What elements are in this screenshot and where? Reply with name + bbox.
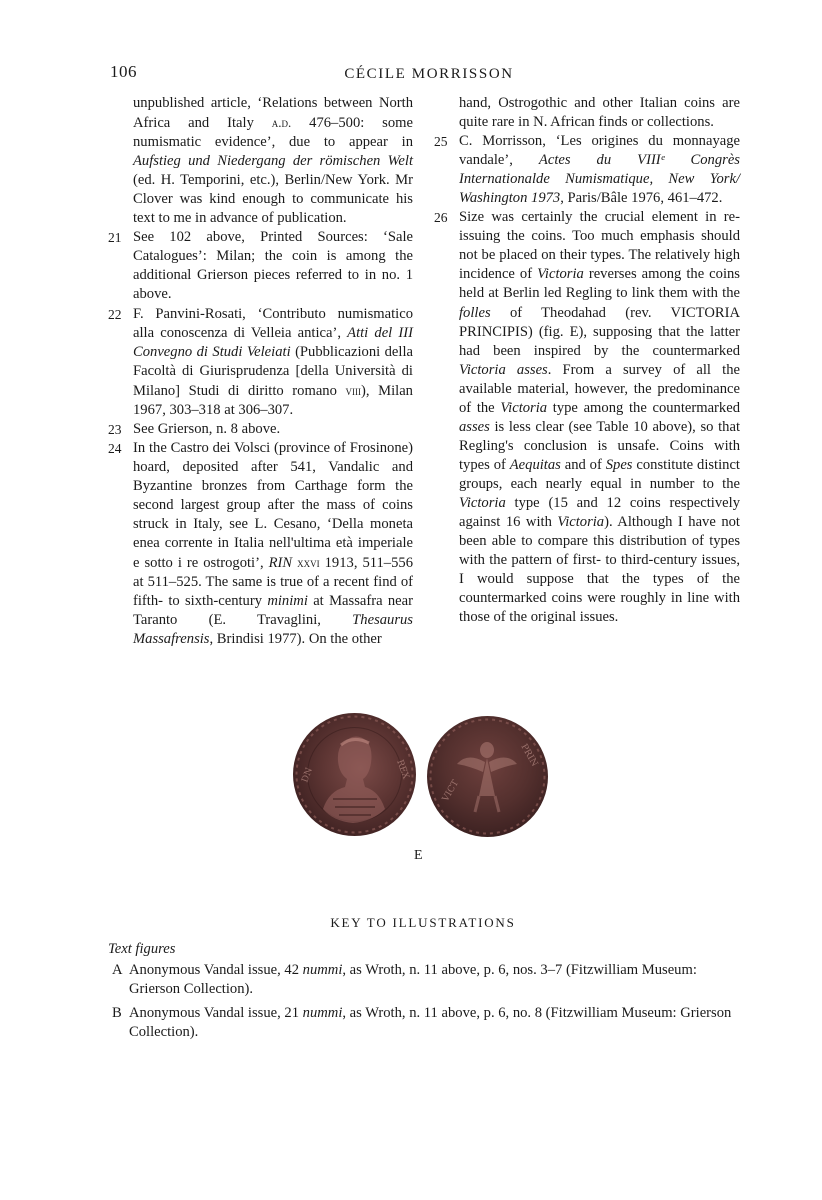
footnote-text: a.d. bbox=[271, 115, 292, 131]
footnote-title: Aufstieg und Niedergang der römischen Welt bbox=[133, 153, 413, 170]
footnote-title: Actes du VIIIᵉ Congrès Internationalde Numismatique, New York/ Washington 1973 bbox=[459, 152, 740, 207]
footnote-text: 476–500: some numismatic evidence’, due to appear in bbox=[133, 115, 413, 151]
footnote-text: of Theodahad (rev. VICTORIA PRINCIPIS) (fig. E), supposing that the latter had been inspired by the countermarked bbox=[459, 304, 740, 359]
figure-label: E bbox=[414, 848, 423, 863]
key-list bbox=[112, 961, 744, 1047]
key-item-text: Anonymous Vandal issue, 21 bbox=[129, 1004, 303, 1021]
svg-text:VICT: VICT bbox=[440, 778, 462, 804]
footnote-text: Size was certainly the crucial element in re-issuing the coins. Too much emphasis should not be placed on their types. The relatively high incidence of bbox=[459, 209, 740, 283]
running-head: CÉCILE MORRISSON bbox=[344, 66, 514, 82]
svg-text:REX: REX bbox=[394, 758, 411, 781]
key-item-term: nummi bbox=[302, 1004, 343, 1021]
footnote-text: , Paris/Bâle 1976, 461–472. bbox=[560, 190, 723, 207]
footnote-text: (ed. H. Temporini, etc.), Berlin/New York. Mr Clover was kind enough to communicate his text to me in advance of publication. bbox=[133, 172, 413, 227]
footnote-text: type (15 and 12 coins respectively against 16 with bbox=[459, 494, 740, 531]
footnote-text: , Brindisi 1977). On the other bbox=[209, 631, 382, 648]
footnote-title: RIN bbox=[268, 555, 293, 572]
footnote-text: F. Panvini-Rosati, ‘Contributo numismatico alla conoscenza di Velleia antica’, bbox=[133, 305, 413, 341]
key-item-a bbox=[112, 961, 744, 1000]
key-item-term: nummi bbox=[302, 962, 343, 978]
footnote-text: ). Although I have not been able to compare this distribution of types with the pattern of first- to third-century issues, I would suppose that the types of the countermarked coins were roughly in line with those of the original issues. bbox=[459, 514, 740, 626]
footnote-24 bbox=[108, 439, 413, 650]
footnote-text: unpublished article, ‘Relations between North Africa and Italy bbox=[133, 95, 413, 132]
footnote-text: See 102 above, Printed Sources: ‘Sale Catalogues’: Milan; the coin is among the additional Grierson pieces referred to in no. 1 above. bbox=[133, 229, 413, 303]
footnote-text: C. Morrisson, ‘Les origines du monnayage vandale’, bbox=[459, 133, 740, 169]
footnote-text: ), Milan 1967, 303–318 at 306–307. bbox=[133, 382, 413, 418]
footnote-23 bbox=[108, 420, 413, 439]
footnote-text: In the Castro dei Volsci (province of Frosinone) hoard, deposited after 541, Vandalic and Byzantine bronzes from Carthage form the second largest group after the mass of coins struck in Italy, see L. Cesano, ‘Della moneta enea corrente in Italia nell'ultima età imperiale e sotto i re ostrogoti’, bbox=[133, 439, 413, 572]
footnote-number: 22 bbox=[108, 306, 122, 322]
footnote-21 bbox=[108, 228, 413, 304]
svg-text:DN: DN bbox=[300, 766, 315, 785]
svg-text:PRIN: PRIN bbox=[518, 742, 540, 769]
footnote-text: reverses among the coins held at Berlin led Regling to link them with the bbox=[459, 266, 740, 302]
key-item-letter: B bbox=[112, 1004, 122, 1021]
footnote-text: and of bbox=[560, 456, 606, 473]
footnote-text: . From a survey of all the available material, however, the predominance of the bbox=[459, 361, 740, 416]
key-item-text: Anonymous Vandal issue, 42 bbox=[129, 962, 303, 978]
footnote-26 bbox=[434, 208, 740, 627]
footnote-number: 26 bbox=[434, 210, 448, 226]
footnote-term: Victoria bbox=[537, 266, 584, 283]
footnote-term: Victoria asses bbox=[459, 361, 548, 378]
footnote-text: constitute distinct groups, each nearly equal in number to the bbox=[459, 456, 740, 492]
footnote-title: Thesaurus Massafrensis bbox=[133, 612, 413, 648]
footnote-text: (Pubblicazioni della Facoltà di Giurisprudenza [della Università di Milano] Studi di diritto romano bbox=[133, 343, 413, 399]
footnote-term: Victoria bbox=[459, 494, 506, 511]
footnote-text: 1913, 511–556 at 511–525. The same is true of a recent find of fifth- to sixth-century bbox=[133, 555, 413, 610]
footnote-text: type among the countermarked bbox=[547, 399, 740, 416]
coin-reverse-image bbox=[427, 716, 548, 837]
page-number: 106 bbox=[110, 62, 137, 81]
footnote-title: Atti del III Convegno di Studi Veleiati bbox=[133, 324, 413, 360]
footnote-text: at Massafra near Taranto (E. Travaglini, bbox=[133, 593, 413, 629]
key-item-text: , as Wroth, n. 11 above, p. 6, no. 8 (Fitzwilliam Museum: Grierson Collection). bbox=[129, 1004, 732, 1041]
footnote-term: Spes bbox=[605, 456, 633, 473]
footnote-text: xxvi bbox=[297, 555, 320, 571]
footnote-term: Victoria bbox=[500, 399, 548, 416]
key-heading: KEY TO ILLUSTRATIONS bbox=[330, 915, 516, 930]
footnote-25 bbox=[434, 132, 740, 208]
footnote-term: minimi bbox=[267, 593, 308, 610]
left-column bbox=[108, 94, 413, 649]
key-item-b bbox=[112, 1004, 744, 1043]
coin-obverse-image bbox=[293, 713, 416, 836]
footnote-text: viii bbox=[345, 382, 361, 398]
footnote-20-continuation bbox=[108, 94, 413, 228]
key-item-letter: A bbox=[112, 962, 123, 978]
footnote-term: asses bbox=[459, 418, 490, 435]
footnote-22 bbox=[108, 305, 413, 420]
key-subheading: Text figures bbox=[108, 941, 176, 957]
footnote-number: 25 bbox=[434, 134, 448, 150]
key-item-text: , as Wroth, n. 11 above, p. 6, nos. 3–7 (Fitzwilliam Museum: Grierson Collection). bbox=[129, 962, 697, 998]
right-column bbox=[434, 94, 740, 627]
footnote-text: is less clear (see Table 10 above), so that Regling's conclusion is unsafe. Coins with types of bbox=[459, 418, 740, 473]
footnote-number: 21 bbox=[108, 230, 122, 246]
footnote-text: hand, Ostrogothic and other Italian coins are quite rare in N. African finds or collections. bbox=[459, 95, 740, 131]
footnote-term: Victoria bbox=[557, 514, 605, 531]
footnote-24-continuation bbox=[434, 94, 740, 132]
footnote-term: Aequitas bbox=[509, 456, 561, 473]
footnote-term: folles bbox=[459, 304, 491, 321]
footnote-text: See Grierson, n. 8 above. bbox=[133, 420, 281, 437]
footnote-number: 23 bbox=[108, 421, 122, 437]
footnote-number: 24 bbox=[108, 440, 122, 456]
